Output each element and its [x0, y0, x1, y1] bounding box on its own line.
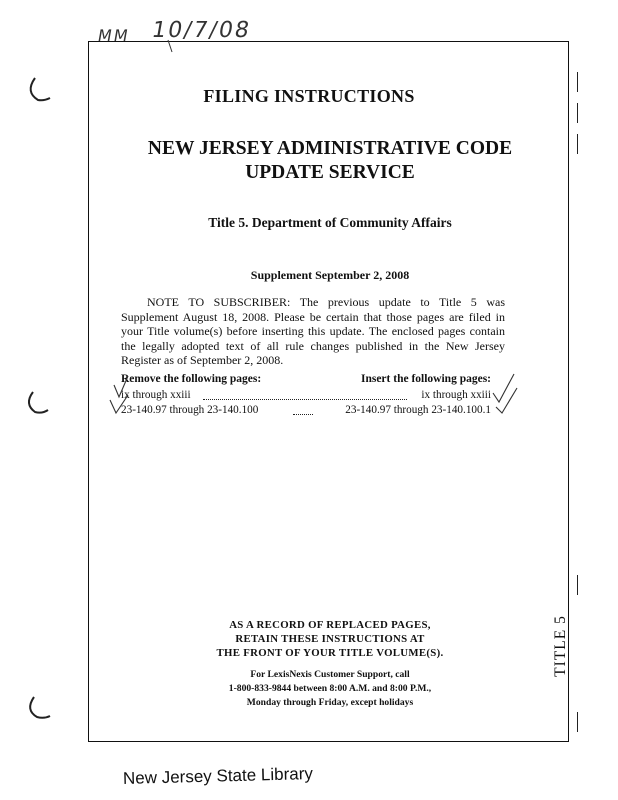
insert-header: Insert the following pages: [360, 373, 491, 385]
binder-hole-mark [31, 78, 50, 100]
remove-header: Remove the following pages: [121, 373, 262, 385]
record-line: RETAIN THESE INSTRUCTIONS AT [235, 633, 425, 645]
binder-hole-mark [30, 697, 50, 718]
handwritten-date: 10/7/08 [149, 18, 254, 43]
code-title-line-2: UPDATE SERVICE [245, 162, 415, 183]
insert-pages: 23-140.97 through 23-140.100.1 [345, 404, 491, 416]
remove-pages: 23-140.97 through 23-140.100 [121, 404, 259, 416]
subscriber-note: NOTE TO SUBSCRIBER: The previous update to Title 5 was Supplement August 18, 2008. Please be certain that those pages are filed in your Title volume(s) before inserting this update. The enclosed pages contain the legally adopted text of all rule changes published in the New Jersey Register as of September 2, 2008. [121, 295, 505, 367]
support-line: For LexisNexis Customer Support, call [250, 669, 410, 680]
support-line: Monday through Friday, except holidays [246, 697, 414, 708]
handwritten-initials: MM [96, 26, 132, 45]
pen-stroke [168, 40, 172, 52]
page-title: FILING INSTRUCTIONS [203, 86, 415, 106]
remove-pages: ix through xxiii [121, 389, 191, 401]
insert-pages: ix through xxiii [421, 389, 491, 401]
check-mark-icon [114, 376, 128, 397]
check-mark-icon [496, 388, 517, 413]
department-heading: Title 5. Department of Community Affairs [208, 215, 452, 230]
record-line: THE FRONT OF YOUR TITLE VOLUME(S). [216, 647, 444, 659]
support-line: 1-800-833-9844 between 8:00 A.M. and 8:00 P.M., [228, 683, 432, 694]
supplement-date: Supplement September 2, 2008 [250, 268, 410, 282]
library-stamp: New Jersey State Library [122, 764, 314, 788]
binder-hole-mark [29, 392, 48, 413]
code-title-line-1: NEW JERSEY ADMINISTRATIVE CODE [147, 138, 513, 159]
record-line: AS A RECORD OF REPLACED PAGES, [229, 619, 431, 631]
side-tab-label: TITLE 5 [552, 615, 569, 677]
